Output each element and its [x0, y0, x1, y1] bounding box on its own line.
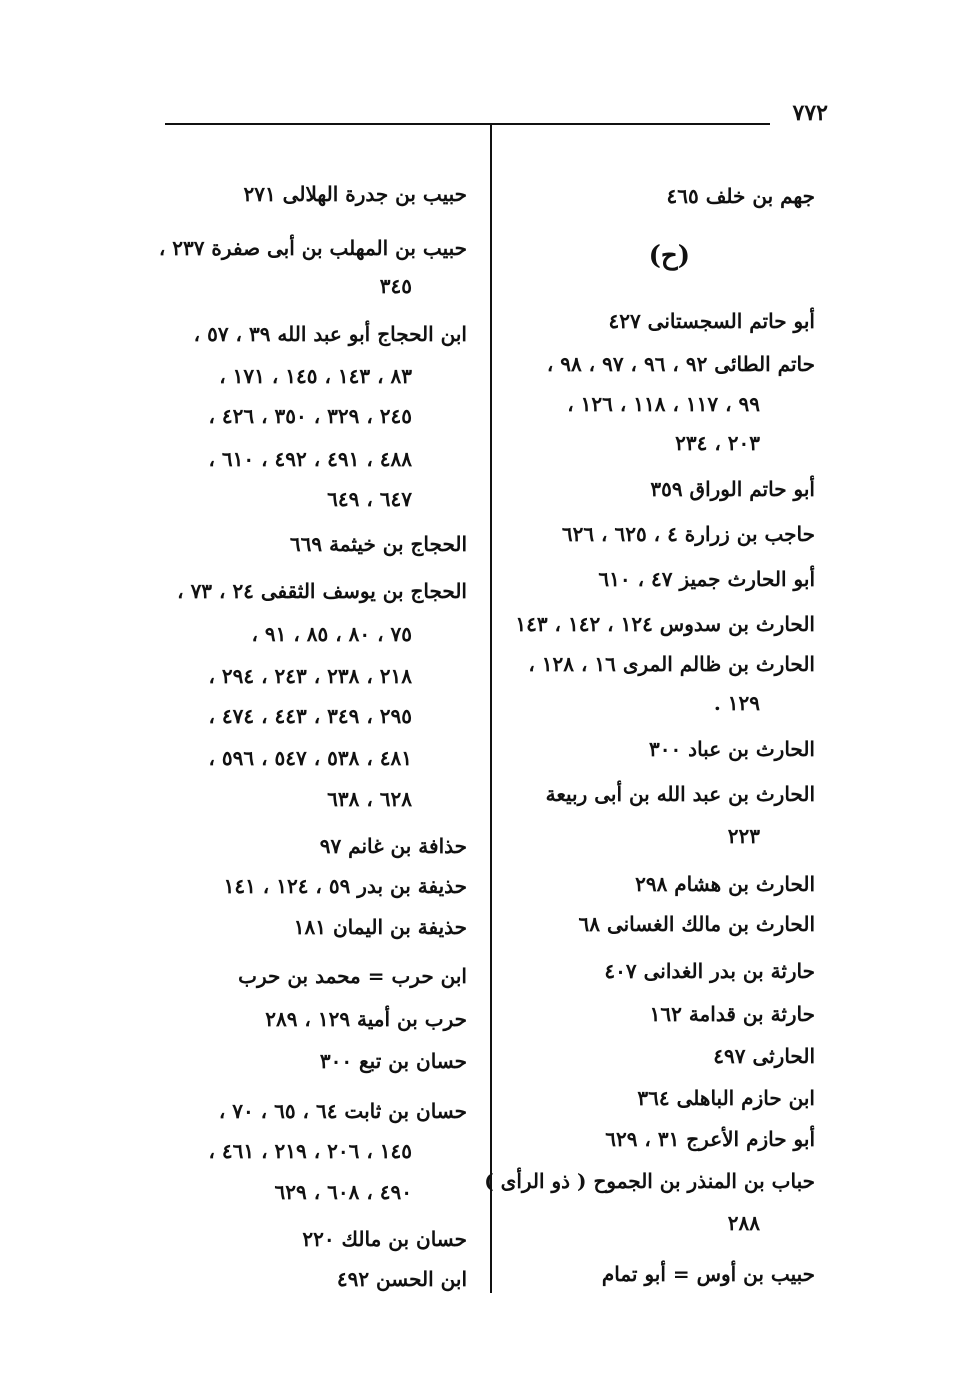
right-entry: أبو حازم الأعرج ٣١ ، ٦٢٩: [605, 1127, 815, 1151]
left-continuation-line: ٨٣ ، ١٤٣ ، ١٤٥ ، ١٧١ ،: [219, 364, 412, 388]
left-continuation-line: ٤٨١ ، ٥٣٨ ، ٥٤٧ ، ٥٩٦ ،: [208, 746, 412, 770]
left-entry: الحجاج بن خيثمة ٦٦٩: [289, 532, 467, 556]
header-rule: [165, 123, 770, 125]
right-entry: الحارث بن عبد الله بن أبى ربيعة: [545, 782, 815, 806]
right-entry: الحارث بن ظالم المرى ١٦ ، ١٢٨ ،: [528, 652, 815, 676]
left-entry: حذيفة بن اليمان ١٨١: [293, 915, 467, 939]
left-entry: ابن الحجاج أبو عبد الله ٣٩ ، ٥٧ ،: [193, 322, 467, 346]
right-continuation-line: ٩٩ ، ١١٧ ، ١١٨ ، ١٢٦ ،: [567, 392, 760, 416]
right-entry: الحارث بن عباد ٣٠٠: [648, 737, 815, 761]
right-entry: حارثة بن قدامة ١٦٢: [649, 1002, 815, 1026]
left-continuation-line: ٢٤٥ ، ٣٢٩ ، ٣٥٠ ، ٤٢٦ ،: [208, 404, 412, 428]
right-entry: أبو الحارث جميز ٤٧ ، ٦١٠: [598, 567, 815, 591]
left-continuation-line: ٤٨٨ ، ٤٩١ ، ٤٩٢ ، ٦١٠ ،: [208, 447, 412, 471]
section-heading: (ح): [648, 241, 690, 271]
right-entry: حارثة بن بدر الغدانى ٤٠٧: [604, 959, 815, 983]
right-continuation-line: ٢٨٨: [727, 1211, 760, 1235]
right-entry: الحارث بن هشام ٢٩٨: [635, 872, 815, 896]
left-continuation-line: ٣٤٥: [379, 274, 412, 298]
left-continuation-line: ٦٤٧ ، ٦٤٩: [327, 487, 412, 511]
left-continuation-line: ١٤٥ ، ٢٠٦ ، ٢١٩ ، ٤٦١ ،: [208, 1139, 412, 1163]
left-entry: حذيفة بن بدر ٥٩ ، ١٢٤ ، ١٤١: [223, 874, 467, 898]
left-entry: حبيب بن جدرة الهلالى ٢٧١: [243, 182, 467, 206]
right-entry: حباب بن المنذر بن الجموح ( ذو الرأى ): [484, 1169, 815, 1193]
right-entry: أبو حاتم السجستانى ٤٢٧: [608, 309, 815, 333]
left-entry: حسان بن ثابت ٦٤ ، ٦٥ ، ٧٠ ،: [218, 1099, 467, 1123]
right-entry: حاجب بن زرارة ٤ ، ٦٢٥ ، ٦٢٦: [561, 522, 815, 546]
right-entry: جهم بن خلف ٤٦٥: [666, 184, 815, 208]
left-entry: ابن الحسن ٤٩٢: [336, 1267, 467, 1291]
right-entry: الحارث بن سدوس ١٢٤ ، ١٤٢ ، ١٤٣: [515, 612, 815, 636]
page-number: ٧٧٢: [792, 100, 828, 126]
right-entry: الحارث بن مالك الغسانى ٦٨: [578, 912, 815, 936]
right-entry: حاتم الطائى ٩٢ ، ٩٦ ، ٩٧ ، ٩٨ ،: [546, 352, 815, 376]
left-continuation-line: ٢١٨ ، ٢٣٨ ، ٢٤٣ ، ٢٩٤ ،: [208, 664, 412, 688]
left-continuation-line: ٤٩٠ ، ٦٠٨ ، ٦٢٩: [274, 1180, 412, 1204]
right-entry: ابن حازم الباهلى ٣٦٤: [637, 1086, 815, 1110]
left-entry: حسان بن مالك ٢٢٠: [302, 1227, 467, 1251]
right-entry: حبيب بن أوس = أبو تمام: [601, 1262, 815, 1286]
left-entry: حسان بن تبع ٣٠٠: [319, 1049, 467, 1073]
left-entry: حرب بن أمية ١٢٩ ، ٢٨٩: [265, 1007, 467, 1031]
right-continuation-line: ٢٢٣: [727, 824, 760, 848]
column-divider: [490, 123, 492, 1293]
left-entry: حبيب بن المهلب بن أبى صفرة ٢٣٧ ،: [158, 236, 467, 260]
left-entry: ابن حرب = محمد بن حرب: [238, 964, 467, 988]
left-continuation-line: ٧٥ ، ٨٠ ، ٨٥ ، ٩١ ،: [251, 622, 412, 646]
right-entry: أبو حاتم الوراق ٣٥٩: [650, 477, 815, 501]
right-continuation-line: ٢٠٣ ، ٢٣٤: [675, 431, 760, 455]
right-entry: الحارثى ٤٩٧: [713, 1044, 815, 1068]
left-continuation-line: ٢٩٥ ، ٣٤٩ ، ٤٤٣ ، ٤٧٤ ،: [208, 704, 412, 728]
left-entry: الحجاج بن يوسف الثقفى ٢٤ ، ٧٣ ،: [177, 579, 467, 603]
right-continuation-line: ١٢٩ .: [713, 691, 760, 715]
left-entry: حذافة بن غانم ٩٧: [319, 834, 467, 858]
left-continuation-line: ٦٢٨ ، ٦٣٨: [327, 787, 412, 811]
